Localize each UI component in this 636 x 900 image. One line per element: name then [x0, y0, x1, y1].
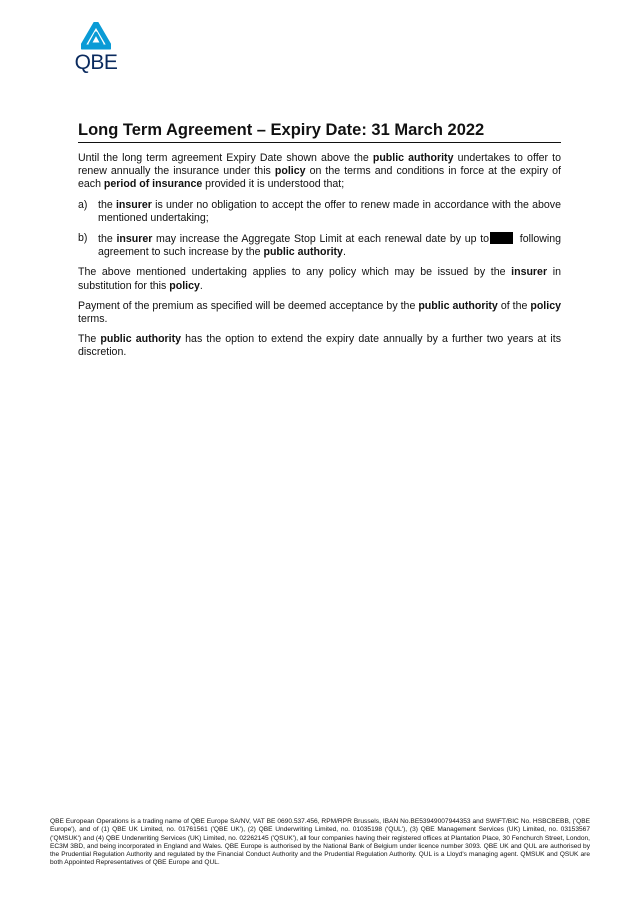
paragraph-substitution: The above mentioned undertaking applies to any policy which may be issued by the insurer in substitution for this policy. — [78, 266, 561, 292]
paragraph-payment: Payment of the premium as specified will be deemed acceptance by the public authority of the policy terms. — [78, 299, 561, 326]
logo-text: QBE — [74, 51, 118, 74]
page-title: Long Term Agreement – Expiry Date: 31 March 2022 — [78, 121, 561, 143]
list-marker: a) — [78, 198, 88, 211]
qbe-logo-icon — [81, 22, 111, 52]
document-body — [78, 152, 561, 367]
redaction-block — [490, 232, 513, 244]
list-item-b: b) the insurer may increase the Aggregate Stop Limit at each renewal date by up to following agreement to such increase by the public authority. — [78, 232, 562, 259]
qbe-logo — [74, 22, 118, 74]
paragraph-extension: The public authority has the option to extend the expiry date annually by a further two years at its discretion. — [78, 333, 561, 359]
legal-footer: QBE European Operations is a trading name of QBE Europe SA/NV, VAT BE 0690.537.456, RPM/RPR Brussels, IBAN No.BE53949007944353 and SWIFT/BIC No. HSBCBEBB, ('QBE Europe'), and of (1) QBE UK Limited, no. 01761561 ('QBE UK'), (2) QBE Underwriting Limited, no. 01035198 ('QUL'), (3) QBE Management Services (UK) Limited, no. 03153567 ('QMSUK') and (4) QBE Underwriting Services (UK) Limited, no. 02262145 ('QSUK'), all four companies having their registered offices at Plantation Place, 30 Fenchurch Street, London, EC3M 3BD, and being incorporated in England and Wales. QBE Europe is authorised by the National Bank of Belgium under licence number 3093. QBE UK and QUL are authorised by the Prudential Regulation Authority and regulated by the Financial Conduct Authority and the Prudential Regulation Authority. QUL is a Lloyd's managing agent. QMSUK and QSUK are both Appointed Representatives of QBE Europe and QUL. — [50, 818, 590, 867]
list-marker: b) — [78, 232, 88, 245]
intro-paragraph: Until the long term agreement Expiry Date shown above the public authority undertakes to offer to renew annually the insurance under this policy on the terms and conditions in force at the expiry of each period of insurance provided it is understood that; — [78, 152, 561, 191]
list-item-a: a) the insurer is under no obligation to accept the offer to renew made in accordance with the above mentioned undertaking; — [78, 198, 561, 224]
